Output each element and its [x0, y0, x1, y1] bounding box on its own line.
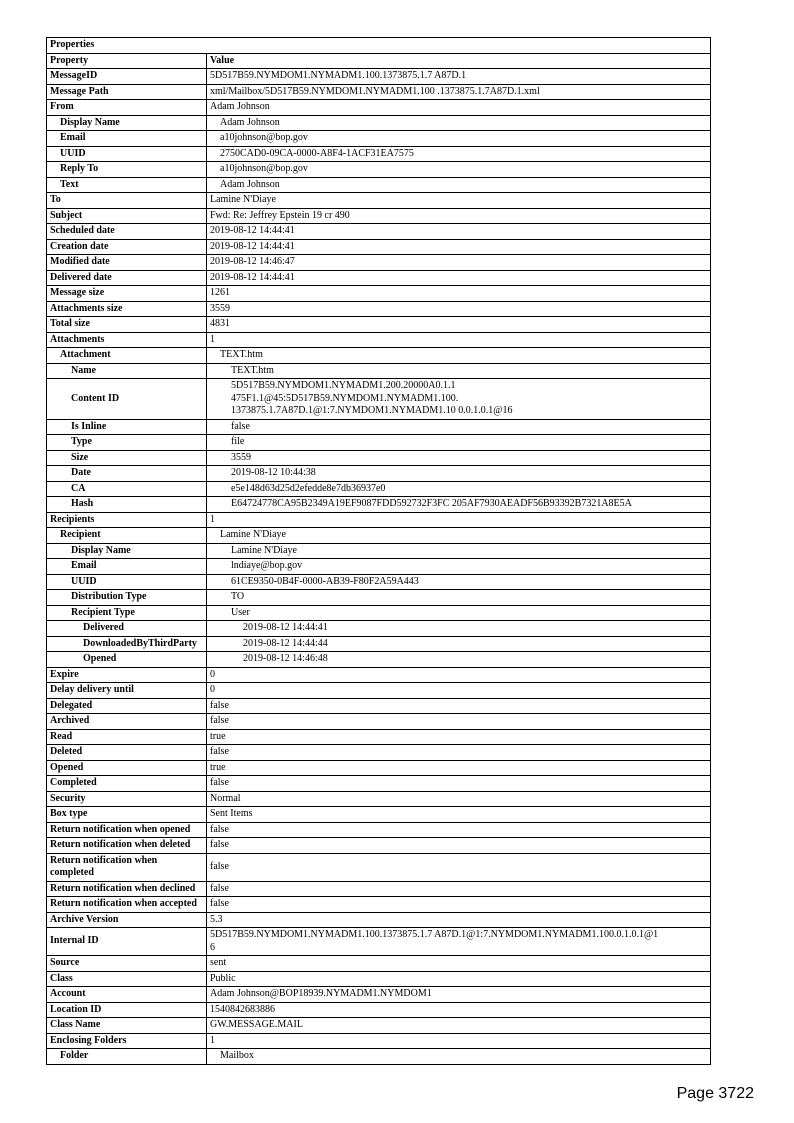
property-name: Name — [47, 363, 207, 379]
value-line: 1 — [210, 513, 215, 525]
value-line: false — [210, 715, 229, 726]
table-row — [47, 115, 711, 131]
property-name: Completed — [47, 776, 207, 792]
property-value — [207, 435, 711, 451]
property-name: UUID — [47, 574, 207, 590]
value-line: true — [210, 761, 226, 773]
table-row — [47, 100, 711, 116]
table-row — [47, 208, 711, 224]
property-name: MessageID — [47, 69, 207, 85]
property-value — [207, 115, 711, 131]
value-line: 1540842683886 — [210, 1003, 275, 1015]
table-row — [47, 528, 711, 544]
value-line: User — [231, 606, 250, 618]
table-row — [47, 621, 711, 637]
value-line: 1261 — [210, 287, 230, 298]
page-number: Page 3722 — [676, 1085, 754, 1102]
table-row — [47, 652, 711, 668]
table-row — [47, 574, 711, 590]
table-row — [47, 956, 711, 972]
value-line: Fwd: Re: Jeffrey Epstein 19 cr 490 — [210, 209, 350, 221]
property-name: Enclosing Folders — [47, 1033, 207, 1049]
value-line: false — [231, 420, 250, 432]
property-value — [207, 450, 711, 466]
table-row — [47, 745, 711, 761]
property-value — [207, 636, 711, 652]
table-title-row — [47, 38, 711, 54]
value-line: 2019-08-12 14:44:41 — [210, 240, 295, 252]
property-name: Opened — [47, 760, 207, 776]
value-line: 5.3 — [210, 913, 223, 925]
property-value — [207, 729, 711, 745]
property-name: Attachments — [47, 332, 207, 348]
table-row — [47, 971, 711, 987]
value-line: Lamine N'Diaye — [220, 529, 286, 540]
property-value — [207, 928, 711, 956]
property-name: Return notification when completed — [47, 853, 207, 881]
table-row — [47, 348, 711, 364]
property-value — [207, 419, 711, 435]
table-row — [47, 497, 711, 513]
property-name: Recipient — [47, 528, 207, 544]
property-name: Scheduled date — [47, 224, 207, 240]
value-line: Lamine N'Diaye — [210, 194, 276, 205]
property-name: Location ID — [47, 1002, 207, 1018]
table-row — [47, 853, 711, 881]
table-row — [47, 667, 711, 683]
property-name: Account — [47, 987, 207, 1003]
table-row — [47, 1049, 711, 1065]
table-row — [47, 146, 711, 162]
property-value — [207, 987, 711, 1003]
property-value — [207, 528, 711, 544]
table-row — [47, 379, 711, 420]
property-value — [207, 224, 711, 240]
property-name: Box type — [47, 807, 207, 823]
table-row — [47, 84, 711, 100]
property-name: Is Inline — [47, 419, 207, 435]
property-name: Subject — [47, 208, 207, 224]
property-name: Expire — [47, 667, 207, 683]
property-name: Size — [47, 450, 207, 466]
property-name: Read — [47, 729, 207, 745]
table-row — [47, 286, 711, 302]
value-line: false — [210, 699, 229, 711]
value-line: 2019-08-12 14:46:48 — [243, 653, 328, 664]
table-row — [47, 131, 711, 147]
property-name: Return notification when declined — [47, 881, 207, 897]
property-value — [207, 332, 711, 348]
value-line: 2019-08-12 14:44:41 — [210, 271, 295, 283]
table-row — [47, 543, 711, 559]
property-name: Message Path — [47, 84, 207, 100]
value-line: false — [210, 839, 229, 850]
property-name: From — [47, 100, 207, 116]
property-value — [207, 956, 711, 972]
property-value — [207, 559, 711, 575]
table-row — [47, 481, 711, 497]
property-value — [207, 605, 711, 621]
property-value — [207, 912, 711, 928]
value-line: false — [210, 823, 229, 835]
value-line: 6 — [210, 941, 215, 953]
value-line: 0 — [210, 684, 215, 695]
table-title: Properties — [47, 38, 711, 54]
property-name: Display Name — [47, 543, 207, 559]
table-row — [47, 714, 711, 730]
property-name: Attachment — [47, 348, 207, 364]
property-value — [207, 590, 711, 606]
properties-sheet — [46, 37, 711, 1065]
value-line: 2019-08-12 14:44:41 — [210, 225, 295, 236]
property-value — [207, 363, 711, 379]
value-line: e5e148d63d25d2efedde8e7db36937e0 — [231, 482, 386, 494]
value-line: Adam Johnson@BOP18939.NYMADM1.NYMDOM1 — [210, 988, 432, 999]
property-name: Class Name — [47, 1018, 207, 1034]
property-value — [207, 853, 711, 881]
table-row — [47, 239, 711, 255]
property-value — [207, 497, 711, 513]
value-line: Public — [210, 972, 236, 984]
property-name: Delivered — [47, 621, 207, 637]
property-value — [207, 881, 711, 897]
property-value — [207, 301, 711, 317]
property-value — [207, 1049, 711, 1065]
table-row — [47, 450, 711, 466]
property-name: DownloadedByThirdParty — [47, 636, 207, 652]
property-value — [207, 652, 711, 668]
property-value — [207, 745, 711, 761]
property-value — [207, 683, 711, 699]
table-row — [47, 1033, 711, 1049]
property-value — [207, 270, 711, 286]
property-name: Date — [47, 466, 207, 482]
property-value — [207, 776, 711, 792]
value-line: false — [210, 777, 229, 788]
property-value — [207, 807, 711, 823]
value-line: 5D517B59.NYMDOM1.NYMADM1.200.20000A0.1.1 — [231, 380, 456, 391]
value-line: Adam Johnson — [220, 116, 280, 128]
table-row — [47, 698, 711, 714]
table-row — [47, 270, 711, 286]
value-line: 4831 — [210, 318, 230, 329]
property-value — [207, 100, 711, 116]
property-name: Content ID — [47, 379, 207, 420]
table-row — [47, 729, 711, 745]
property-name: Modified date — [47, 255, 207, 271]
property-value — [207, 667, 711, 683]
property-value — [207, 379, 711, 420]
value-line: Mailbox — [220, 1050, 254, 1061]
value-line: false — [210, 898, 229, 909]
property-value — [207, 971, 711, 987]
property-value — [207, 897, 711, 913]
table-row — [47, 776, 711, 792]
table-row — [47, 466, 711, 482]
property-name: Internal ID — [47, 928, 207, 956]
value-line: E64724778CA95B2349A19EF9087FDD592732F3FC 205AF7930AEADF56B93392B7321A8E5A — [231, 498, 632, 509]
value-line: 1 — [210, 333, 215, 345]
property-value — [207, 838, 711, 854]
value-line: 3559 — [231, 451, 251, 463]
properties-table — [46, 37, 711, 1065]
table-row — [47, 255, 711, 271]
property-name: Return notification when opened — [47, 822, 207, 838]
property-value — [207, 317, 711, 333]
property-name: Reply To — [47, 162, 207, 178]
table-row — [47, 636, 711, 652]
property-name: Delegated — [47, 698, 207, 714]
value-line: xml/Mailbox/5D517B59.NYMDOM1.NYMADM1.100 .1373875.1.7A87D.1.xml — [210, 85, 540, 97]
property-name: Delivered date — [47, 270, 207, 286]
property-value — [207, 543, 711, 559]
property-name: Recipient Type — [47, 605, 207, 621]
property-name: Source — [47, 956, 207, 972]
table-row — [47, 363, 711, 379]
table-row — [47, 512, 711, 528]
table-row — [47, 590, 711, 606]
table-row — [47, 897, 711, 913]
property-value — [207, 760, 711, 776]
property-name: Return notification when accepted — [47, 897, 207, 913]
column-header-value: Value — [207, 53, 711, 69]
table-row — [47, 807, 711, 823]
property-name: Recipients — [47, 512, 207, 528]
property-name: Text — [47, 177, 207, 193]
property-name: Message size — [47, 286, 207, 302]
table-row — [47, 224, 711, 240]
property-value — [207, 177, 711, 193]
property-value — [207, 791, 711, 807]
value-line: TEXT.htm — [231, 364, 274, 376]
property-value — [207, 208, 711, 224]
value-line: 1 — [210, 1034, 215, 1046]
property-value — [207, 255, 711, 271]
property-name: Archive Version — [47, 912, 207, 928]
property-name: Opened — [47, 652, 207, 668]
table-row — [47, 1002, 711, 1018]
table-row — [47, 605, 711, 621]
property-name: Class — [47, 971, 207, 987]
value-line: 475F1.1@45:5D517B59.NYMDOM1.NYMADM1.100. — [231, 392, 459, 404]
property-value — [207, 193, 711, 209]
table-row — [47, 69, 711, 85]
property-value — [207, 348, 711, 364]
table-row — [47, 928, 711, 956]
value-line: a10johnson@bop.gov — [220, 132, 308, 143]
table-row — [47, 912, 711, 928]
property-value — [207, 574, 711, 590]
table-row — [47, 881, 711, 897]
value-line: false — [210, 860, 229, 872]
table-row — [47, 760, 711, 776]
value-line: GW.MESSAGE.MAIL — [210, 1019, 303, 1030]
table-row — [47, 791, 711, 807]
value-line: Normal — [210, 792, 241, 804]
property-name: Attachments size — [47, 301, 207, 317]
table-header-row — [47, 53, 711, 69]
column-header-property: Property — [47, 53, 207, 69]
property-value — [207, 698, 711, 714]
property-name: Security — [47, 791, 207, 807]
property-name: Deleted — [47, 745, 207, 761]
value-line: 0 — [210, 668, 215, 680]
property-name: Folder — [47, 1049, 207, 1065]
value-line: 1373875.1.7A87D.1@1:7.NYMDOM1.NYMADM1.10 0.0.1.0.1@16 — [231, 405, 513, 416]
value-line: lndiaye@bop.gov — [231, 560, 303, 571]
value-line: Lamine N'Diaye — [231, 544, 297, 556]
property-name: Hash — [47, 497, 207, 513]
table-row — [47, 193, 711, 209]
value-line: 2750CAD0-09CA-0000-A8F4-1ACF31EA7575 — [220, 147, 414, 159]
value-line: a10johnson@bop.gov — [220, 163, 308, 174]
value-line: 3559 — [210, 302, 230, 314]
table-row — [47, 419, 711, 435]
value-line: 5D517B59.NYMDOM1.NYMADM1.100.1373875.1.7 A87D.1 — [210, 70, 467, 81]
property-name: Display Name — [47, 115, 207, 131]
table-row — [47, 162, 711, 178]
value-line: true — [210, 730, 226, 742]
value-line: 2019-08-12 10:44:38 — [231, 467, 316, 478]
table-row — [47, 838, 711, 854]
property-name: Delay delivery until — [47, 683, 207, 699]
property-value — [207, 1002, 711, 1018]
property-value — [207, 1018, 711, 1034]
value-line: false — [210, 746, 229, 757]
value-line: 2019-08-12 14:44:41 — [243, 622, 328, 633]
property-name: To — [47, 193, 207, 209]
value-line: Adam Johnson — [210, 101, 270, 112]
property-name: Email — [47, 559, 207, 575]
table-row — [47, 1018, 711, 1034]
table-row — [47, 987, 711, 1003]
value-line: 2019-08-12 14:44:44 — [243, 637, 328, 649]
value-line: 61CE9350-0B4F-0000-AB39-F80F2A59A443 — [231, 575, 419, 587]
property-name: Distribution Type — [47, 590, 207, 606]
value-line: file — [231, 436, 245, 447]
property-name: Creation date — [47, 239, 207, 255]
table-row — [47, 332, 711, 348]
value-line: TEXT.htm — [220, 349, 263, 360]
property-value — [207, 481, 711, 497]
table-row — [47, 177, 711, 193]
table-row — [47, 822, 711, 838]
value-line: 5D517B59.NYMDOM1.NYMADM1.100.1373875.1.7 A87D.1@1:7.NYMDOM1.NYMADM1.100.0.1.0.1@1 — [210, 929, 659, 940]
property-value — [207, 621, 711, 637]
table-row — [47, 435, 711, 451]
property-name: Archived — [47, 714, 207, 730]
property-value — [207, 239, 711, 255]
property-name: Type — [47, 435, 207, 451]
table-row — [47, 301, 711, 317]
property-value — [207, 512, 711, 528]
property-name: Return notification when deleted — [47, 838, 207, 854]
value-line: false — [210, 882, 229, 894]
value-line: 2019-08-12 14:46:47 — [210, 256, 295, 267]
property-value — [207, 131, 711, 147]
value-line: Sent Items — [210, 808, 253, 819]
table-row — [47, 317, 711, 333]
property-value — [207, 822, 711, 838]
property-value — [207, 162, 711, 178]
property-value — [207, 146, 711, 162]
property-name: Total size — [47, 317, 207, 333]
value-line: sent — [210, 957, 227, 968]
value-line: Adam Johnson — [220, 178, 280, 190]
property-name: CA — [47, 481, 207, 497]
property-value — [207, 69, 711, 85]
table-row — [47, 683, 711, 699]
value-line: TO — [231, 591, 245, 602]
property-name: UUID — [47, 146, 207, 162]
property-value — [207, 286, 711, 302]
property-value — [207, 466, 711, 482]
property-value — [207, 1033, 711, 1049]
property-value — [207, 714, 711, 730]
table-row — [47, 559, 711, 575]
property-name: Email — [47, 131, 207, 147]
property-value — [207, 84, 711, 100]
